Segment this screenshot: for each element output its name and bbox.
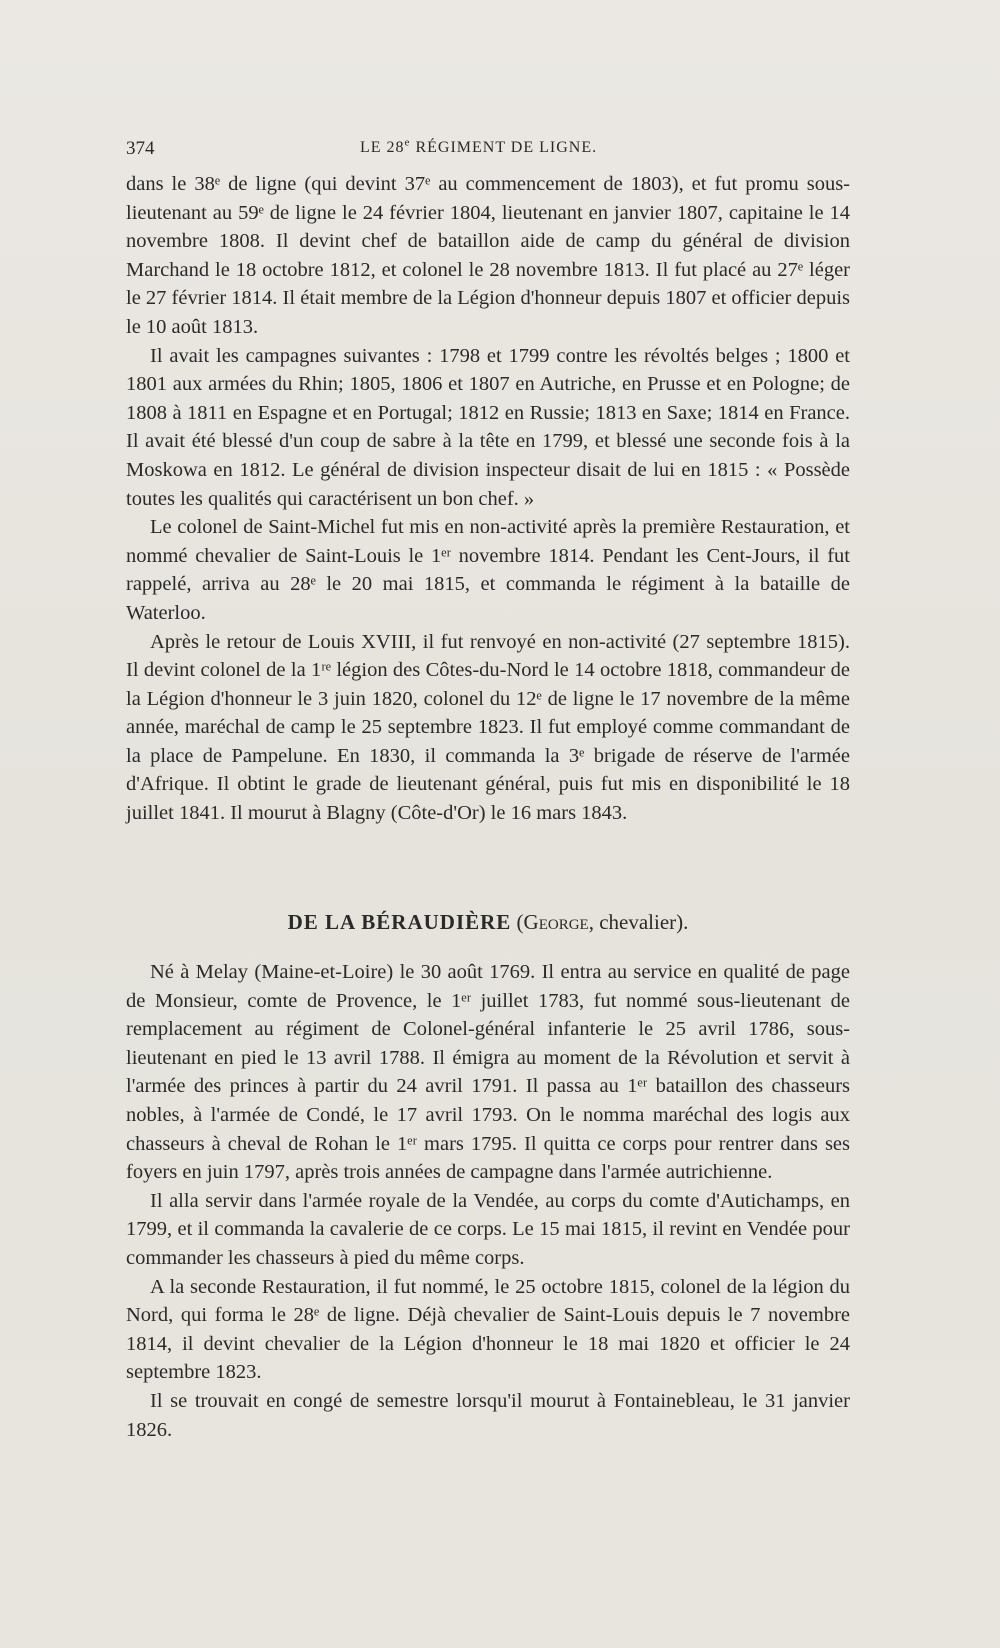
paragraph: Né à Melay (Maine-et-Loire) le 30 août 1769. Il entra au service en qualité de page de Monsieur, comte de Provence, le 1ᵉʳ juillet 1783, fut nommé sous-lieutenant de remplacement au régiment de Colonel-général infanterie le 25 avril 1786, sous-lieutenant en pied le 13 avril 1788. Il émigra au moment de la Révolution et servit à l'armée des princes à partir du 24 avril 1791. Il passa au 1ᵉʳ bataillon des chasseurs nobles, à l'armée de Condé, le 17 avril 1793. On le nomma maréchal des logis aux chasseurs à cheval de Rohan le 1ᵉʳ mars 1795. Il quitta ce corps pour rentrer dans ses foyers en juin 1797, après trois années de campagne dans l'armée autrichienne.: [126, 961, 850, 1184]
running-title-pre: LE 28: [360, 139, 405, 156]
paragraph: Il se trouvait en congé de semestre lorsqu'il mourut à Fontainebleau, le 31 janvier 1826.: [126, 1389, 850, 1441]
page-header: [126, 138, 856, 164]
text-block-la-beraudiere: [126, 958, 850, 1444]
paragraph: dans le 38ᵉ de ligne (qui devint 37ᵉ au commencement de 1803), et fut promu sous-lieutenant au 59ᵉ de ligne le 24 février 1804, lieutenant en janvier 1807, capitaine le 14 novembre 1808. Il devint chef de bataillon aide de camp du général de division Marchand le 18 octobre 1812, et colonel le 28 novembre 1813. Il fut placé au 27ᵉ léger le 27 février 1814. Il était membre de la Légion d'honneur depuis 1807 et officier depuis le 10 août 1813.: [126, 173, 851, 338]
running-title-sup: e: [404, 136, 411, 149]
paragraph: Il alla servir dans l'armée royale de la Vendée, au corps du comte d'Autichamps, en 1799, et il commanda la cavalerie de ce corps. Le 15 mai 1815, il revint en Vendée pour commander les chasseurs à pied du même corps.: [126, 1189, 850, 1269]
section-heading-first: (George: [516, 910, 589, 934]
paragraph: A la seconde Restauration, il fut nommé, le 25 octobre 1815, colonel de la légion du Nord, qui forma le 28ᵉ de ligne. Déjà chevalier de Saint-Louis depuis le 7 novembre 1814, il devint chevalier de la Légion d'honneur le 18 mai 1820 et officier le 24 septembre 1823.: [126, 1275, 850, 1384]
paragraph: Après le retour de Louis XVIII, il fut renvoyé en non-activité (27 septembre 1815). Il devint colonel de la 1ʳᵉ légion des Côtes-du-Nord le 14 octobre 1818, commandeur de la Légion d'honneur le 3 juin 1820, colonel du 12ᵉ de ligne le 17 novembre de la même année, maréchal de camp le 25 septembre 1823. Il fut employé comme commandant de la place de Pampelune. En 1830, il commanda la 3ᵉ brigade de réserve de l'armée d'Afrique. Il obtint le grade de lieutenant général, puis fut mis en disponibilité le 18 juillet 1841. Il mourut à Blagny (Côte-d'Or) le 16 mars 1843.: [126, 630, 850, 825]
section-heading-rest: , chevalier).: [588, 910, 689, 934]
section-heading: [126, 910, 850, 935]
text-block-saint-michel: [126, 170, 850, 828]
section-heading-name: DE LA BÉRAUDIÈRE: [287, 910, 512, 934]
paragraph: Il avait les campagnes suivantes : 1798 et 1799 contre les révoltés belges ; 1800 et 1801 aux armées du Rhin; 1805, 1806 et 1807 en Autriche, en Prusse et en Pologne; de 1808 à 1811 en Espagne et en Portugal; 1812 en Russie; 1813 en Saxe; 1814 en France. Il avait été blessé d'un coup de sabre à la tête en 1799, et blessé une seconde fois à la Moskowa en 1812. Le général de division inspecteur disait de lui en 1815 : « Possède toutes les qualités qui caractérisent un bon chef. »: [126, 344, 850, 510]
paragraph: Le colonel de Saint-Michel fut mis en non-activité après la première Restauration, et nommé chevalier de Saint-Louis le 1ᵉʳ novembre 1814. Pendant les Cent-Jours, il fut rappelé, arriva au 28ᵉ le 20 mai 1815, et commanda le régiment à la bataille de Waterloo.: [126, 516, 850, 624]
running-title: [360, 136, 598, 157]
page-number: 374: [126, 138, 155, 159]
running-title-post: RÉGIMENT DE LIGNE.: [410, 139, 598, 156]
